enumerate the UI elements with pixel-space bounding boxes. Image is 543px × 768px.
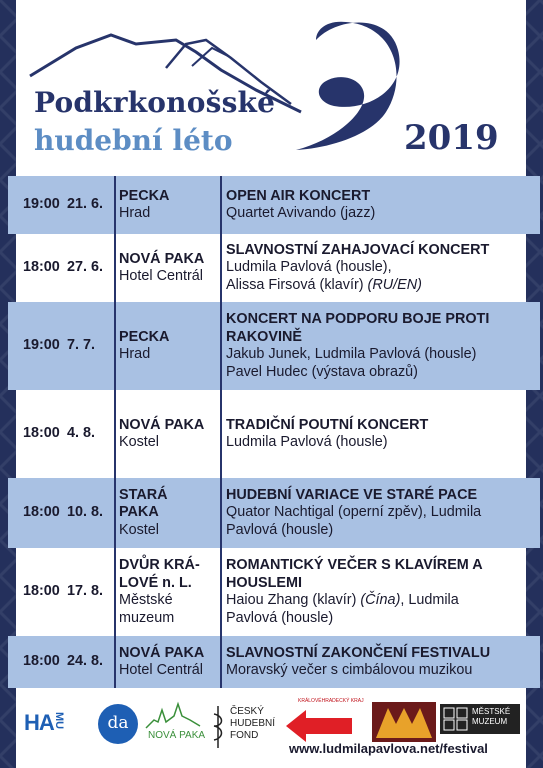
event-town: STARÁ [119,486,168,503]
event-performers: Pavel Hudec (výstava obrazů) [226,363,418,380]
festival-year: 2019 [404,118,499,158]
event-date: 27. 6. [67,259,104,276]
event-time: 18:00 [23,583,60,600]
castle-icon [372,702,436,742]
kralovehradecky-kraj-logo: KRÁLOVÉHRADECKÝ KRAJ [284,698,364,742]
event-venue: Hrad [119,205,151,221]
event-title: ROMANTICKÝ VEČER S KLAVÍREM A [226,557,483,573]
event-venue: Kostel [119,434,159,450]
event-time: 18:00 [23,259,60,276]
da-logo: da [98,704,138,744]
mestske-muzeum-logo: MĚSTSKÉ MUZEUM [440,704,520,734]
event-performers: Moravský večer s cimbálovou muzikou [226,662,473,678]
event-title: SLAVNOSTNÍ ZAHAJOVACÍ KONCERT [226,241,490,258]
event-date: 24. 8. [67,653,104,670]
event-venue: Hotel Centrál [119,268,203,284]
museum-mark-icon [443,707,469,731]
event-title: HOUSLEMI [226,574,302,591]
event-row [16,234,526,302]
event-title: KONCERT NA PODPORU BOJE PROTI [226,311,490,327]
event-time: 18:00 [23,653,60,670]
event-date: 17. 8. [67,583,104,600]
clef-icon [210,704,226,750]
event-row [16,636,526,688]
event-performers: Pavlová (housle) [226,521,334,538]
event-row [16,548,526,636]
event-time: 18:00 [23,504,60,521]
event-venue: Hotel Centrál [119,662,203,678]
event-town: PAKA [119,504,159,521]
event-performers: Jakub Junek, Ludmila Pavlová (housle) [226,346,477,362]
event-title: SLAVNOSTNÍ ZAKONČENÍ FESTIVALU [226,644,491,661]
event-town: DVŮR KRÁ- [119,557,200,573]
event-performers: Haiou Zhang (klavír) [226,592,357,608]
event-town: NOVÁ PAKA [119,416,205,433]
event-performers: Ludmila Pavlová (housle) [226,434,388,450]
town-skyline-icon [144,700,202,730]
event-venue: muzeum [119,609,175,626]
nova-paka-logo: NOVÁ PAKA [144,700,202,750]
sponsor-logos [16,690,526,768]
event-row [16,390,526,478]
event-date: 7. 7. [67,337,96,354]
event-performers: Quator Nachtigal (operní zpěv), Ludmila [226,504,482,521]
event-performers: Ludmila Pavlová (housle), [226,259,392,276]
castle-logo [372,702,436,742]
event-performers: Alissa Firsová (klavír) [226,276,364,293]
cesky-hudebni-fond-logo: ČESKÝ HUDEBNÍ FOND [210,704,276,754]
poster-header [16,0,526,178]
event-country-note: (Čína) [360,592,401,608]
event-language-note: (RU/EN) [367,276,422,293]
event-venue: Kostel [119,521,159,538]
hamu-logo: HA MU [24,710,65,735]
event-title: RAKOVINĚ [226,328,302,345]
event-time: 19:00 [23,196,60,213]
event-title: TRADIČNÍ POUTNÍ KONCERT [226,416,429,433]
festival-website-link[interactable]: www.ludmilapavlova.net/festival [289,741,488,756]
festival-title-line1: Podkrkonošské [34,86,276,119]
event-town: LOVÉ n. L. [119,574,192,591]
event-town: PECKA [119,187,170,204]
event-date: 4. 8. [67,425,96,442]
event-schedule [16,176,526,688]
event-row [16,478,526,548]
event-town: PECKA [119,328,170,345]
event-town: NOVÁ PAKA [119,250,205,267]
event-performers: Pavlová (housle) [226,609,334,626]
region-arrow-icon [284,708,354,742]
event-date: 10. 8. [67,504,104,521]
event-title: OPEN AIR KONCERT [226,187,371,204]
event-date: 21. 6. [67,196,104,213]
event-performers: Quartet Avivando (jazz) [226,205,376,221]
event-performers: , Ludmila [400,592,459,608]
event-venue: Městské [119,592,173,608]
event-town: NOVÁ PAKA [119,644,205,661]
event-row [16,176,526,234]
event-time: 18:00 [23,425,60,442]
event-venue: Hrad [119,346,151,362]
poster-sheet [16,0,526,768]
event-time: 19:00 [23,337,60,354]
event-title: HUDEBNÍ VARIACE VE STARÉ PACE [226,486,478,503]
event-row [16,302,526,390]
festival-title-line2: hudební léto [34,124,233,157]
